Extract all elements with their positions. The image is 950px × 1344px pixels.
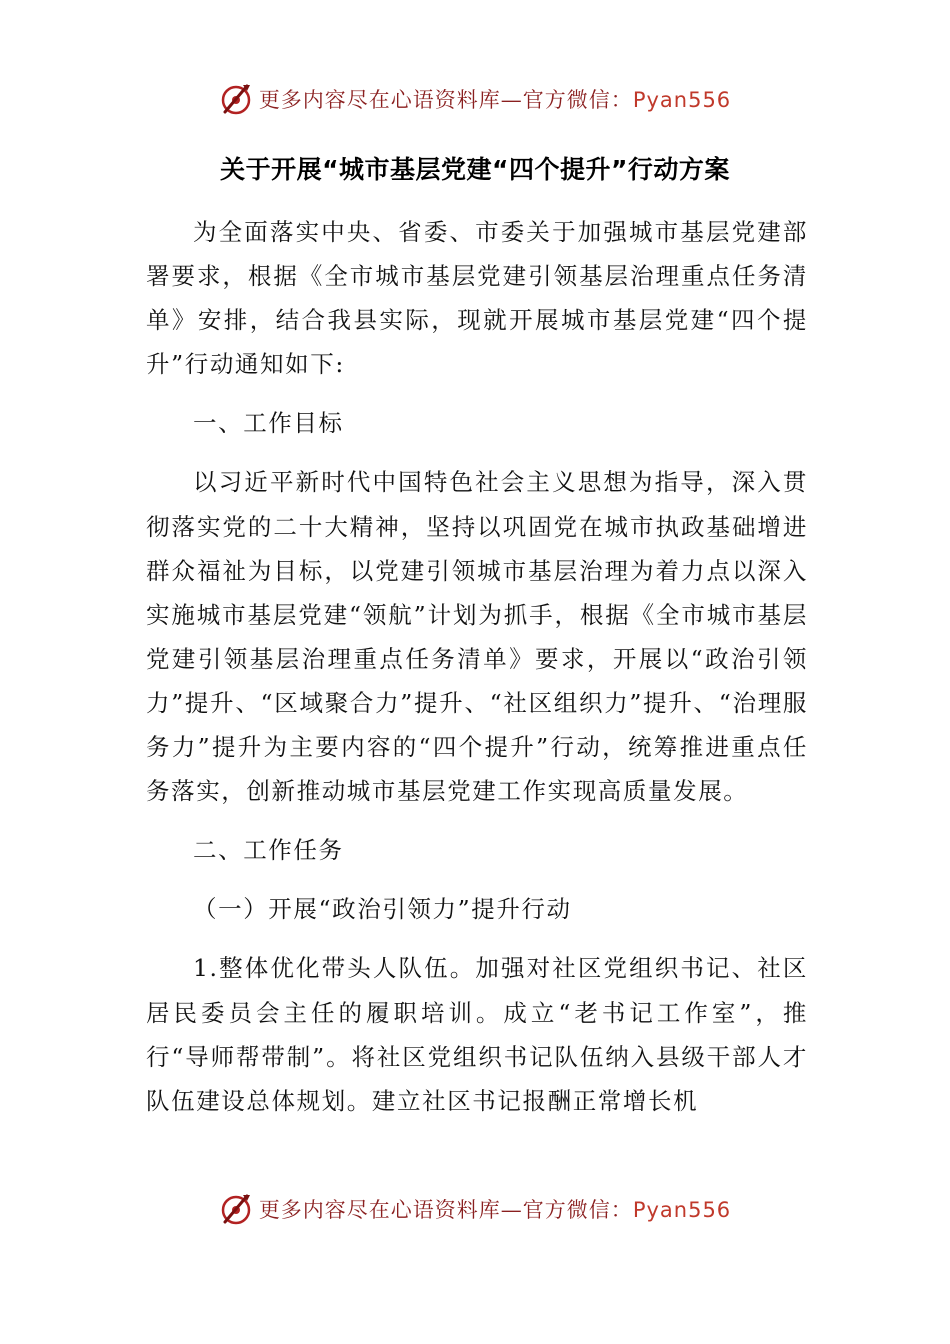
- watermark-header: [0, 82, 950, 116]
- pen-circle-logo-icon: [219, 1192, 253, 1226]
- watermark-wechat-id: Pyan556: [632, 88, 732, 112]
- document-title: 关于开展“城市基层党建“四个提升”行动方案: [220, 155, 730, 184]
- watermark-text: 更多内容尽在心语资料库—官方微信：Pyan556: [258, 1198, 732, 1222]
- subsection-heading-political: （一）开展“政治引领力”提升行动: [193, 895, 572, 924]
- item-1-paragraph: 1.整体优化带头人队伍。加强对社区党组织书记、社区居民委员会主任的履职培训。成立“老书记工作室”，推行“导师帮带制”。将社区党组织书记队伍纳入县级干部人才队伍建设总体规划。建立社区书记报酬正常增长机: [146, 954, 808, 1115]
- section-heading-goals: 一、工作目标: [193, 409, 344, 438]
- document-body: [146, 210, 808, 1123]
- pen-circle-logo-icon: [219, 82, 253, 116]
- watermark-wechat-id: Pyan556: [632, 1198, 732, 1222]
- section-heading-tasks: 二、工作任务: [193, 836, 344, 865]
- intro-paragraph: 为全面落实中央、省委、市委关于加强城市基层党建部署要求，根据《全市城市基层党建引领基层治理重点任务清单》安排，结合我县实际，现就开展城市基层党建“四个提升”行动通知如下:: [146, 218, 808, 379]
- watermark-text: 更多内容尽在心语资料库—官方微信：Pyan556: [258, 88, 732, 112]
- goals-paragraph: 以习近平新时代中国特色社会主义思想为指导，深入贯彻落实党的二十大精神，坚持以巩固党在城市执政基础增进群众福祉为目标，以党建引领城市基层治理为着力点以深入实施城市基层党建“领航”计划为抓手，根据《全市城市基层党建引领基层治理重点任务清单》要求，开展以“政治引领力”提升、“区域聚合力”提升、“社区组织力”提升、“治理服务力”提升为主要内容的“四个提升”行动，统筹推进重点任务落实，创新推动城市基层党建工作实现高质量发展。: [146, 468, 808, 806]
- watermark-footer: [0, 1192, 950, 1226]
